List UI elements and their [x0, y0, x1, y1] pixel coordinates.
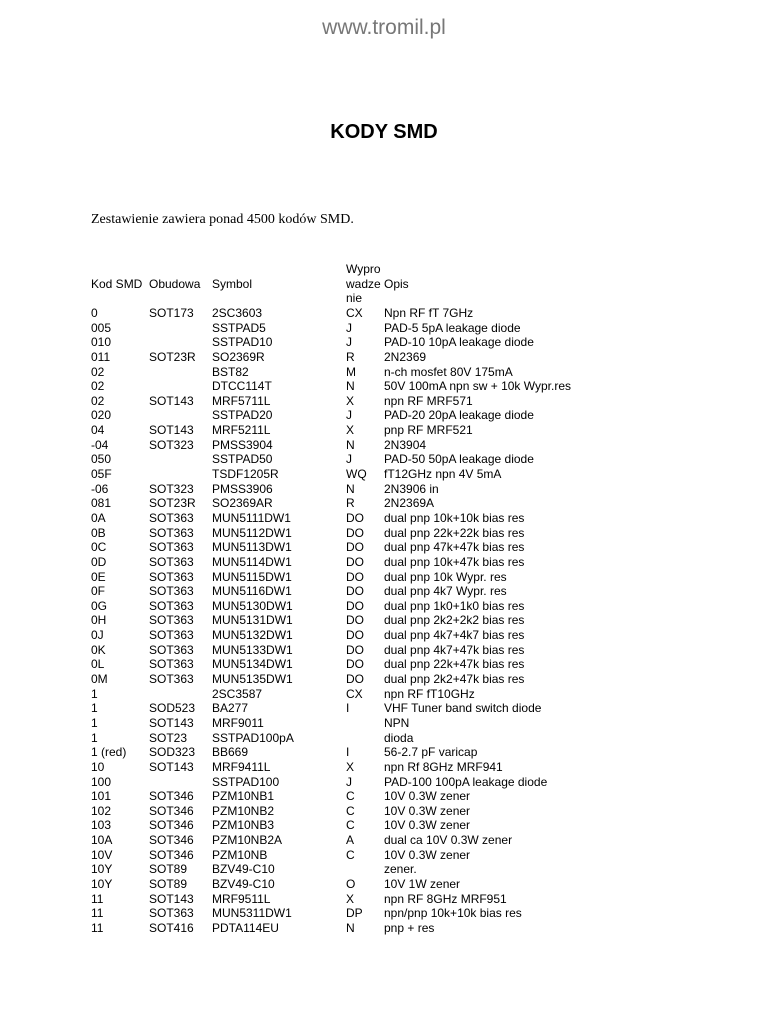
- cell-description: dual pnp 4k7+47k bias res: [384, 642, 525, 657]
- cell-pinout: DO: [346, 642, 364, 657]
- cell-pinout: J: [346, 452, 352, 467]
- cell-pinout: J: [346, 320, 352, 335]
- cell-pinout: N: [346, 920, 355, 935]
- cell-code: 0L: [91, 657, 105, 672]
- cell-description: 50V 100mA npn sw + 10k Wypr.res: [384, 379, 571, 394]
- cell-code: 1 (red): [91, 745, 127, 760]
- cell-pinout: CX: [346, 686, 363, 701]
- cell-symbol: MRF5711L: [212, 393, 271, 408]
- cell-description: zener.: [384, 862, 417, 877]
- cell-pinout: DO: [346, 672, 364, 687]
- cell-symbol: PZM10NB2: [212, 803, 275, 818]
- cell-description: dual pnp 4k7+4k7 bias res: [384, 628, 525, 643]
- cell-case: SOT143: [149, 891, 194, 906]
- cell-symbol: 2SC3603: [212, 306, 263, 320]
- cell-code: -04: [91, 437, 109, 452]
- cell-case: SOT23R: [149, 349, 196, 364]
- cell-symbol: MUN5130DW1: [212, 598, 293, 613]
- cell-code: 081: [91, 496, 112, 511]
- cell-description: 2N2369A: [384, 496, 435, 511]
- cell-symbol: SO2369AR: [212, 496, 273, 511]
- cell-case: SOT363: [149, 540, 194, 555]
- cell-code: 02: [91, 364, 105, 379]
- header-symbol: Symbol: [212, 276, 253, 291]
- cell-symbol: MRF9411L: [212, 759, 271, 774]
- cell-symbol: MRF5211L: [212, 423, 271, 438]
- cell-symbol: PZM10NB2A: [212, 833, 283, 848]
- cell-symbol: MUN5113DW1: [212, 540, 292, 555]
- cell-symbol: MUN5132DW1: [212, 628, 293, 643]
- cell-symbol: PZM10NB3: [212, 818, 275, 833]
- cell-code: 101: [91, 789, 112, 804]
- header-case: Obudowa: [149, 276, 201, 291]
- cell-description: n-ch mosfet 80V 175mA: [384, 364, 513, 379]
- cell-pinout: DO: [346, 525, 364, 540]
- cell-pinout: A: [346, 833, 355, 848]
- cell-code: 020: [91, 408, 112, 423]
- cell-pinout: X: [346, 393, 355, 408]
- cell-case: SOT363: [149, 613, 194, 628]
- cell-symbol: 2SC3587: [212, 686, 263, 701]
- cell-case: SOT89: [149, 876, 188, 891]
- cell-code: 1: [91, 686, 98, 701]
- cell-symbol: PZM10NB1: [212, 789, 275, 804]
- cell-symbol: MRF9011: [212, 715, 264, 730]
- cell-code: 100: [91, 774, 112, 789]
- cell-description: 10V 0.3W zener: [384, 789, 471, 804]
- cell-code: 0E: [91, 569, 106, 584]
- cell-pinout: N: [346, 379, 355, 394]
- cell-description: dual ca 10V 0.3W zener: [384, 833, 513, 848]
- cell-code: 1: [91, 701, 98, 716]
- cell-pinout: DP: [346, 906, 363, 921]
- cell-code: 0A: [91, 510, 106, 525]
- cell-symbol: MUN5115DW1: [212, 569, 292, 584]
- cell-case: SOT363: [149, 569, 194, 584]
- cell-code: 0H: [91, 613, 107, 628]
- cell-code: 04: [91, 423, 105, 438]
- cell-pinout: J: [346, 408, 352, 423]
- cell-case: SOT143: [149, 393, 194, 408]
- cell-code: 011: [91, 349, 111, 364]
- cell-code: 0C: [91, 540, 107, 555]
- cell-symbol: BST82: [212, 364, 249, 379]
- cell-case: SOT323: [149, 437, 194, 452]
- cell-description: PAD-5 5pA leakage diode: [384, 320, 521, 335]
- cell-symbol: MUN5111DW1: [212, 510, 291, 525]
- cell-pinout: J: [346, 774, 352, 789]
- cell-description: VHF Tuner band switch diode: [384, 701, 542, 716]
- cell-case: SOT143: [149, 759, 194, 774]
- cell-pinout: R: [346, 349, 355, 364]
- cell-code: 0G: [91, 598, 108, 613]
- cell-code: 0B: [91, 525, 106, 540]
- cell-case: SOT346: [149, 847, 194, 862]
- cell-code: 10Y: [91, 862, 113, 877]
- cell-description: 10V 0.3W zener: [384, 803, 471, 818]
- cell-symbol: SSTPAD50: [212, 452, 273, 467]
- cell-symbol: MUN5134DW1: [212, 657, 293, 672]
- cell-code: 102: [91, 803, 112, 818]
- header-pinout: Wyprowadzenie: [346, 262, 381, 306]
- cell-case: SOT323: [149, 481, 194, 496]
- cell-case: SOT363: [149, 657, 194, 672]
- cell-code: 10Y: [91, 876, 113, 891]
- cell-description: PAD-50 50pA leakage diode: [384, 452, 534, 467]
- cell-description: 56-2.7 pF varicap: [384, 745, 478, 760]
- cell-description: 10V 1W zener: [384, 876, 461, 891]
- cell-case: SOT346: [149, 818, 194, 833]
- cell-code: 11: [91, 920, 104, 935]
- cell-symbol: PZM10NB: [212, 847, 268, 862]
- cell-code: 11: [91, 891, 104, 906]
- cell-pinout: C: [346, 803, 355, 818]
- cell-description: dual pnp 22k+22k bias res: [384, 525, 525, 540]
- cell-code: 11: [91, 906, 104, 921]
- cell-description: dual pnp 10k+10k bias res: [384, 510, 525, 525]
- cell-pinout: N: [346, 481, 355, 496]
- cell-pinout: CX: [346, 306, 363, 320]
- cell-symbol: SSTPAD20: [212, 408, 273, 423]
- cell-description: npn RF 8GHz MRF951: [384, 891, 507, 906]
- cell-case: SOT346: [149, 789, 194, 804]
- cell-pinout: DO: [346, 554, 364, 569]
- page-title: KODY SMD: [330, 121, 438, 143]
- cell-case: SOT143: [149, 715, 194, 730]
- cell-description: dual pnp 4k7 Wypr. res: [384, 584, 507, 599]
- cell-code: 05F: [91, 467, 112, 482]
- cell-case: SOT363: [149, 584, 194, 599]
- cell-code: 0: [91, 306, 98, 320]
- cell-description: npn Rf 8GHz MRF941: [384, 759, 503, 774]
- cell-description: dual pnp 2k2+2k2 bias res: [384, 613, 525, 628]
- cell-case: SOD523: [149, 701, 196, 716]
- cell-pinout: X: [346, 759, 355, 774]
- cell-description: PAD-100 100pA leakage diode: [384, 774, 548, 789]
- cell-code: 0M: [91, 672, 108, 687]
- cell-description: 10V 0.3W zener: [384, 847, 471, 862]
- cell-code: 1: [91, 715, 98, 730]
- cell-pinout: N: [346, 437, 355, 452]
- cell-symbol: PMSS3904: [212, 437, 273, 452]
- cell-pinout: DO: [346, 628, 364, 643]
- cell-code: 0F: [91, 584, 106, 599]
- cell-symbol: MUN5135DW1: [212, 672, 293, 687]
- cell-pinout: X: [346, 891, 355, 906]
- cell-pinout: M: [346, 364, 356, 379]
- cell-description: PAD-20 20pA leakage diode: [384, 408, 534, 423]
- cell-pinout: DO: [346, 510, 364, 525]
- cell-symbol: MRF9511L: [212, 891, 271, 906]
- cell-case: SOT363: [149, 906, 194, 921]
- cell-symbol: MUN5311DW1: [212, 906, 292, 921]
- cell-symbol: BZV49-C10: [212, 862, 275, 877]
- cell-pinout: WQ: [346, 467, 367, 482]
- cell-pinout: DO: [346, 569, 364, 584]
- cell-pinout: DO: [346, 598, 364, 613]
- cell-code: 0J: [91, 628, 104, 643]
- cell-description: Npn RF fT 7GHz: [384, 306, 474, 320]
- cell-description: dual pnp 10k+47k bias res: [384, 554, 525, 569]
- cell-pinout: C: [346, 789, 355, 804]
- cell-pinout: X: [346, 423, 355, 438]
- cell-symbol: BB669: [212, 745, 249, 760]
- cell-code: 0K: [91, 642, 106, 657]
- cell-code: -06: [91, 481, 109, 496]
- cell-code: 050: [91, 452, 112, 467]
- cell-symbol: MUN5131DW1: [212, 613, 293, 628]
- cell-pinout: C: [346, 847, 355, 862]
- cell-case: SOT23: [149, 730, 188, 745]
- cell-symbol: PDTA114EU: [212, 920, 279, 935]
- header-code: Kod SMD: [91, 276, 143, 291]
- cell-symbol: SSTPAD5: [212, 320, 266, 335]
- cell-description: 2N3906 in: [384, 481, 439, 496]
- cell-symbol: SSTPAD10: [212, 335, 273, 350]
- cell-case: SOT363: [149, 598, 194, 613]
- cell-pinout: DO: [346, 584, 364, 599]
- cell-symbol: BA277: [212, 701, 249, 716]
- cell-pinout: J: [346, 335, 352, 350]
- cell-symbol: SO2369R: [212, 349, 265, 364]
- site-url: www.tromil.pl: [322, 16, 446, 39]
- cell-case: SOT89: [149, 862, 188, 877]
- cell-case: SOT363: [149, 672, 194, 687]
- cell-code: 10: [91, 759, 105, 774]
- cell-pinout: DO: [346, 540, 364, 555]
- cell-case: SOT346: [149, 833, 194, 848]
- cell-case: SOT416: [149, 920, 194, 935]
- cell-pinout: C: [346, 818, 355, 833]
- cell-description: pnp RF MRF521: [384, 423, 473, 438]
- cell-symbol: TSDF1205R: [212, 467, 279, 482]
- cell-case: SOT363: [149, 510, 194, 525]
- cell-symbol: BZV49-C10: [212, 876, 275, 891]
- cell-case: SOT363: [149, 642, 194, 657]
- cell-description: NPN: [384, 715, 410, 730]
- cell-pinout: I: [346, 745, 350, 760]
- cell-case: SOT346: [149, 803, 194, 818]
- cell-symbol: MUN5116DW1: [212, 584, 292, 599]
- cell-description: PAD-10 10pA leakage diode: [384, 335, 534, 350]
- cell-case: SOT363: [149, 628, 194, 643]
- cell-symbol: SSTPAD100pA: [212, 730, 294, 745]
- cell-code: 005: [91, 320, 112, 335]
- cell-code: 010: [91, 335, 112, 350]
- cell-description: 10V 0.3W zener: [384, 818, 471, 833]
- cell-code: 10A: [91, 833, 113, 848]
- cell-description: fT12GHz npn 4V 5mA: [384, 467, 502, 482]
- cell-code: 02: [91, 379, 105, 394]
- cell-case: SOT363: [149, 554, 194, 569]
- cell-description: npn RF fT10GHz: [384, 686, 475, 701]
- intro-text: Zestawienie zawiera ponad 4500 kodów SMD.: [91, 212, 354, 227]
- cell-symbol: SSTPAD100: [212, 774, 280, 789]
- cell-symbol: PMSS3906: [212, 481, 273, 496]
- cell-description: npn/pnp 10k+10k bias res: [384, 906, 522, 921]
- cell-case: SOT143: [149, 423, 194, 438]
- cell-code: 1: [91, 730, 98, 745]
- cell-case: SOD323: [149, 745, 196, 760]
- cell-description: 2N2369: [384, 349, 427, 364]
- cell-description: dual pnp 1k0+1k0 bias res: [384, 598, 525, 613]
- cell-case: SOT363: [149, 525, 194, 540]
- cell-description: dual pnp 47k+47k bias res: [384, 540, 525, 555]
- cell-symbol: DTCC114T: [212, 379, 272, 394]
- cell-code: 0D: [91, 554, 107, 569]
- cell-pinout: DO: [346, 613, 364, 628]
- header-description: Opis: [384, 276, 409, 291]
- cell-description: dioda: [384, 730, 414, 745]
- cell-pinout: O: [346, 876, 356, 891]
- cell-symbol: MUN5133DW1: [212, 642, 293, 657]
- cell-symbol: MUN5114DW1: [212, 554, 292, 569]
- cell-description: npn RF MRF571: [384, 393, 473, 408]
- cell-description: pnp + res: [384, 920, 435, 935]
- cell-code: 10V: [91, 847, 113, 862]
- cell-description: dual pnp 10k Wypr. res: [384, 569, 507, 584]
- cell-code: 103: [91, 818, 112, 833]
- cell-code: 02: [91, 393, 105, 408]
- cell-pinout: I: [346, 701, 350, 716]
- cell-case: SOT173: [149, 306, 194, 320]
- cell-pinout: R: [346, 496, 355, 511]
- cell-description: dual pnp 22k+47k bias res: [384, 657, 525, 672]
- cell-case: SOT23R: [149, 496, 196, 511]
- cell-pinout: DO: [346, 657, 364, 672]
- cell-symbol: MUN5112DW1: [212, 525, 292, 540]
- cell-description: dual pnp 2k2+47k bias res: [384, 672, 525, 687]
- cell-description: 2N3904: [384, 437, 427, 452]
